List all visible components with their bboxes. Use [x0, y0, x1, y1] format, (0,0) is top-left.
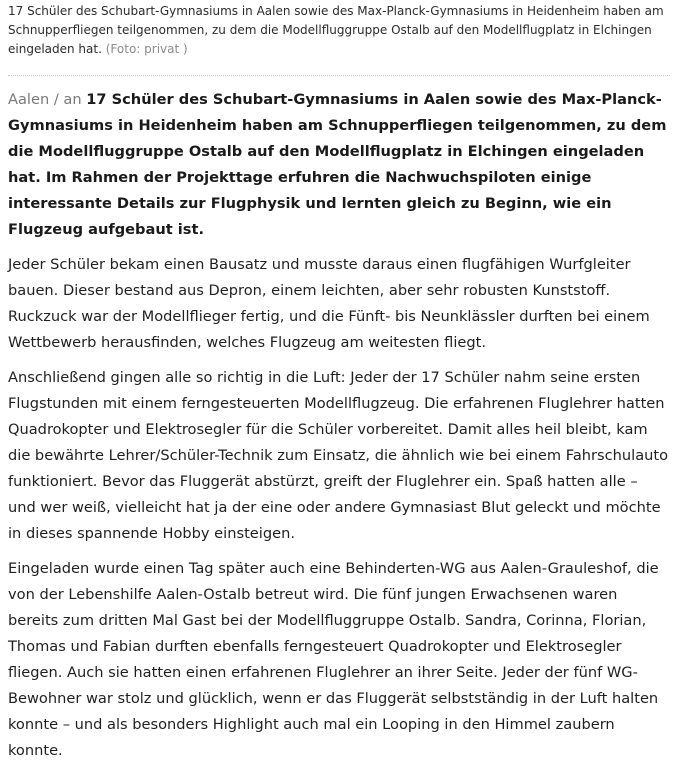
photo-caption — [8, 2, 670, 59]
dateline: Aalen / an — [8, 91, 87, 108]
lead-text: 17 Schüler des Schubart-Gymnasiums in Aalen sowie des Max-Planck-Gymnasiums in Heidenheim haben am Schnupperfliegen teilgenommen, zu dem die Modellfluggruppe Ostalb auf den Modellflugplatz in Elchingen eingeladen hat. Im Rahmen der Projekttage erfuhren die Nachwuchspiloten einige interessante Details zur Flugphysik und lernten gleich zu Beginn, wie ein Flugzeug aufgebaut ist. — [8, 91, 667, 238]
paragraph-2: Anschließend gingen alle so richtig in die Luft: Jeder der 17 Schüler nahm seine ersten Flugstunden mit einem ferngesteuerten Modellflugzeug. Die erfahrenen Fluglehrer hatten Quadrokopter und Elektrosegler für die Schüler vorbereitet. Damit alles heil bleibt, kam die bewährte Lehrer/Schüler-Technik zum Einsatz, die ähnlich wie bei einem Fahrschulauto funktioniert. Bevor das Fluggerät abstürzt, greift der Fluglehrer ein. Spaß hatten alle – und wer weiß, vielleicht hat ja der eine oder andere Gymnasiast Blut geleckt und möchte in dieses spannende Hobby einsteigen. — [8, 369, 669, 542]
article — [0, 2, 678, 759]
caption-text: 17 Schüler des Schubart-Gymnasiums in Aalen sowie des Max-Planck-Gymnasiums in Heidenheim haben am Schnupperfliegen teilgenommen, zu dem die Modellfluggruppe Ostalb auf den Modellflugplatz in Elchingen eingeladen hat. — [8, 4, 664, 56]
paragraph-3: Eingeladen wurde einen Tag später auch eine Behinderten-WG aus Aalen-Grauleshof, die von der Lebenshilfe Aalen-Ostalb betreut wird. Die fünf jungen Erwachsenen waren bereits zum dritten Mal Gast bei der Modellfluggruppe Ostalb. Sandra, Corinna, Florian, Thomas und Fabian durften ebenfalls ferngesteuert Quadrokopter und Elektrosegler fliegen. Auch sie hatten einen erfahrenen Fluglehrer an ihrer Seite. Jeder der fünf WG-Bewohner war stolz und glücklich, wenn er das Fluggerät selbstständig in der Luft halten konnte – und als besonders Highlight auch mal ein Looping in den Himmel zaubern konnte. — [8, 560, 659, 759]
paragraph-1: Jeder Schüler bekam einen Bausatz und musste daraus einen flugfähigen Wurfgleiter bauen. Dieser bestand aus Depron, einem leichten, aber sehr robusten Kunststoff. Ruckzuck war der Modellflieger fertig, und die Fünft- bis Neunklässler durften bei einem Wettbewerb herausfinden, welches Flugzeug am weitesten fliegt. — [8, 256, 650, 351]
article-lead — [8, 87, 670, 243]
divider — [8, 75, 670, 76]
photo-credit: (Foto: privat ) — [105, 42, 188, 56]
